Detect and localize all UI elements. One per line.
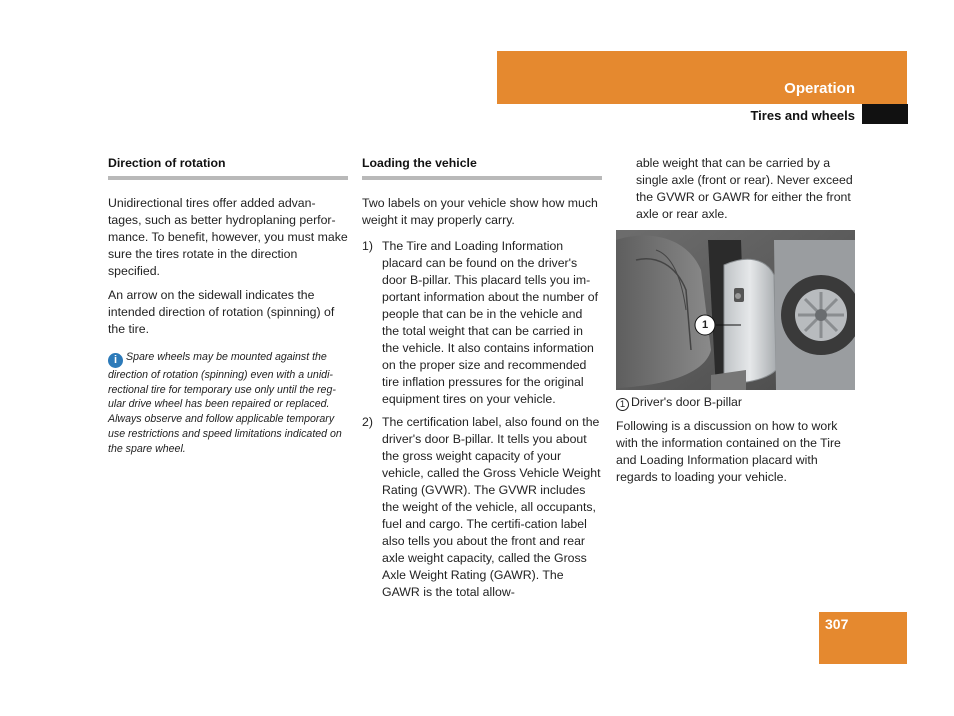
list-text: The Tire and Loading Information placard can be found on the driver's door B-pillar. This placard tells you im-portant information about the number of people that can be in the vehicle and the total weight that can be carried in the vehicle. It also contains information on the proper size and recommended tire inflation pressures for the original equipment tires on your vehicle. (382, 239, 599, 406)
chapter-title: Operation (784, 80, 855, 97)
paragraph-following: Following is a discussion on how to work with the information contained on the Tire and Loading Information placard with regards to loading your vehicle. (616, 419, 841, 484)
caption-text: Driver's door B-pillar (631, 395, 742, 409)
paragraph-gawr-continuation: able weight that can be carried by a single axle (front or rear). Never exceed the GVWR or GAWR for either the front axle or rear axle. (636, 156, 853, 221)
list-number: 2) (362, 415, 373, 429)
list-text: The certification label, also found on the driver's door B-pillar. It tells you about the gross weight capacity of your vehicle, called the Gross Vehicle Weight Rating (GVWR). The GVWR includes the weight of the vehicle, all occupants, fuel and cargo. The certifi-cation label also tells you about the front and rear axle weight capacity, called the Gross Axle Weight Rating (GAWR). The GAWR is the total allow- (382, 415, 601, 599)
page-number-box (819, 612, 907, 664)
photo-caption (616, 394, 856, 411)
paragraph-arrow: An arrow on the sidewall indicates the intended direction of rotation (spinning) of the tire. (108, 288, 335, 336)
paragraph-unidirectional: Unidirectional tires offer added advan-tages, such as better hydroplaning perfor-mance. To benefit, however, you must make sure the tires rotate in the direction specified. (108, 196, 348, 278)
b-pillar-illustration (616, 230, 855, 390)
column-direction-of-rotation (108, 155, 348, 456)
list-item (362, 414, 602, 601)
callout-number: 1 (701, 319, 709, 331)
header-bar (497, 51, 907, 104)
info-note (108, 350, 348, 456)
paragraph-labels-intro: Two labels on your vehicle show how much weight it may properly carry. (362, 196, 598, 227)
heading-direction-of-rotation: Direction of rotation (108, 155, 348, 180)
list-item (362, 238, 602, 408)
caption-number: 1 (616, 398, 629, 411)
info-icon: i (108, 353, 123, 368)
heading-loading-the-vehicle: Loading the vehicle (362, 155, 602, 180)
page-number: 307 (825, 616, 849, 632)
column-continuation (616, 155, 856, 493)
list-number: 1) (362, 239, 373, 253)
b-pillar-photo (616, 230, 855, 390)
column-loading-the-vehicle (362, 155, 602, 607)
info-note-text: Spare wheels may be mounted against the direction of rotation (spinning) even with a unidi-rectional tire for temporary use only until the reg-ular drive wheel has been repaired or replaced. Always observe and follow applicable temporary use restrictions and speed limitations indicated on the spare wheel. (108, 351, 342, 455)
section-subtitle: Tires and wheels (750, 108, 855, 123)
section-tab-marker (862, 104, 908, 124)
